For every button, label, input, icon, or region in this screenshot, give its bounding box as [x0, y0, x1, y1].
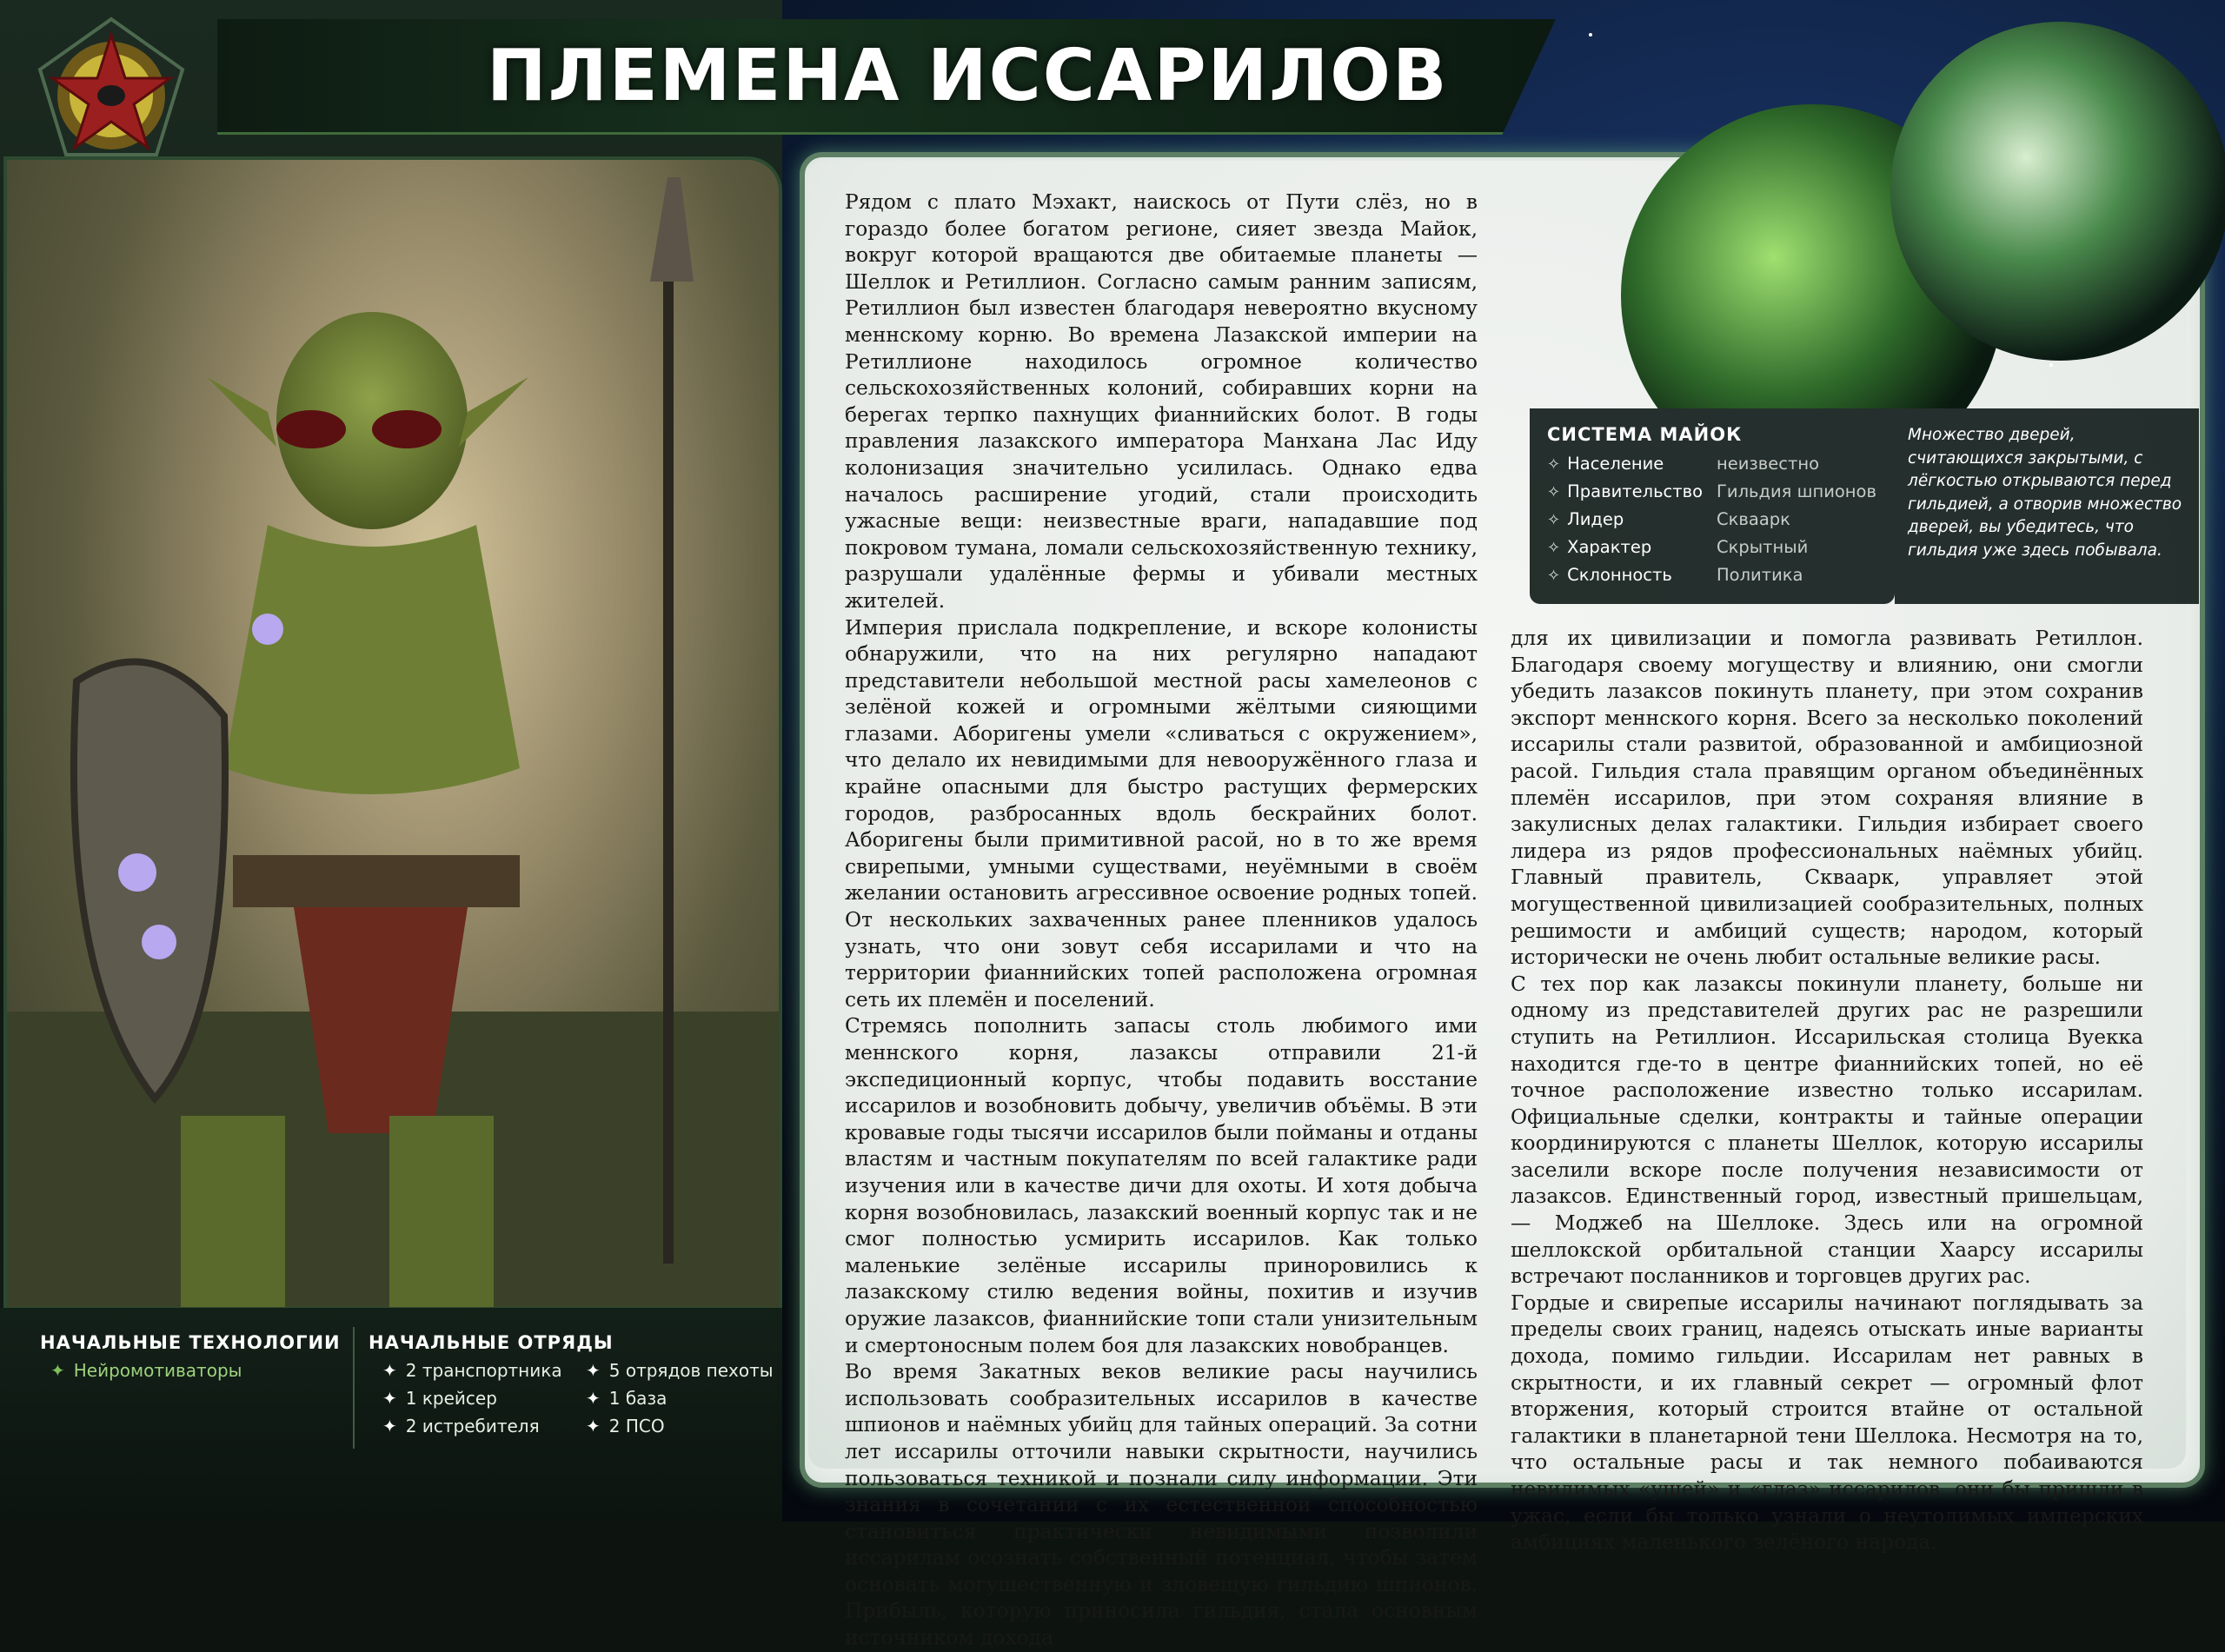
start-units-title: НАЧАЛЬНЫЕ ОТРЯДЫ — [369, 1332, 614, 1353]
lore-text-column-1: Рядом с плато Мэхакт, наискось от Пути слёз, но в гораздо более богатом регионе, сияет звезда Майок, вокруг которой вращаются две обитаемые планеты — Шеллок и Ретиллион. Согласно самым ранним записям, Ретиллион был известен благодаря невероятно вкусному меннскому корню. Во времена Лазакской империи на Ретиллионе находилось огромное количество сельскохозяйственных колоний, собиравших корни на берегах терпко пахнущих фианнийских болот. В годы правления лазакского императора Манхана Лас Иду колонизация значительно усилилась. Однако едва началось расширение угодий, стали происходить ужасные вещи: неизвестные враги, нападавшие под покровом тумана, ломали сельскохозяйственную технику, разрушали удалённые фермы и убивали местных жителей. Империя прислала подкрепление, и вскоре колонисты обнаружили, что на них регулярно нападают представители небольшой местной расы хамелеонов с зелёной кожей и огромными жёлтыми сияющими глазами. Аборигены умели «сливаться с окружением», что делало их невидимыми для невооружённого глаза и крайне опасными для быстро растущих фермерских городов, разбросанных вдоль бескрайних болот. Аборигены были примитивной расой, но в то же время свирепыми, умными существами, неуёмными в своём желании остановить агрессивное освоение родных топей. От нескольких захваченных ранее пленников удалось узнать, что они зовут себя иссарилами и что на территории фианнийских топей расположена огромная сеть их племён и поселений. Стремясь пополнить запасы столь любимого ими меннского корня, лазаксы отправили 21-й экспедиционный корпус, чтобы подавить восстание иссарилов и возобновить добычу, увеличив объёмы. В эти кровавые годы тысячи иссарилов были пойманы и отданы властям и частным покупателям по всей галактике ради изучения или в качестве дичи для охоты. И хотя добыча корня возобновилась, лазакский военный корпус так и не смог полностью усмирить иссарилов. Как только маленькие зелёные иссарилы приноровились к лазакскому стилю ведения войны, похитив и изучив оружие лазаксов, фианнийские топи стали унизительным и смертоносным полем боя для лазакских новобранцев. Во время Закатных веков великие расы научились использовать сообразительных иссарилов в качестве шпионов и наёмных убийц для тайных операций. За сотни лет иссарилы отточили навыки скрытности, научились пользоваться техникой и познали силу информации. Эти знания в сочетании с их естественной способностью становиться практически невидимыми позволили иссарилам осознать собственный потенциал, чтобы затем основать могущественную и зловещую гильдию шпионов. Прибыль, которую приносила гильдия, стала основным источником дохода — [845, 190, 1478, 1650]
planet-shellok — [1890, 22, 2225, 361]
faction-emblem-icon — [33, 16, 189, 172]
system-info-box — [1530, 408, 1895, 604]
start-unit-item: ✦ 5 отрядов пехоты — [586, 1360, 774, 1381]
planets-illustration — [1512, 0, 2225, 408]
start-unit-item: ✦ 2 истребителя — [382, 1416, 540, 1436]
diamond-bullet-icon: ✧ — [1547, 539, 1561, 557]
divider — [353, 1327, 355, 1449]
diamond-bullet-icon: ✧ — [1547, 511, 1561, 529]
four-point-star-icon: ✦ — [382, 1416, 397, 1436]
four-point-star-icon: ✦ — [586, 1360, 601, 1381]
system-row: ✧ Лидер Скваарк — [1547, 509, 1790, 529]
start-tech-title: НАЧАЛЬНЫЕ ТЕХНОЛОГИИ — [40, 1332, 341, 1353]
system-row: ✧ Население неизвестно — [1547, 454, 1820, 474]
guild-quote: Множество дверей, считающихся закрытыми, с лёгкостью открываются перед гильдией, а отворив множество дверей, вы убедитесь, что гильдия уже здесь побывала. — [1908, 426, 2182, 560]
start-unit-item: ✦ 1 база — [586, 1388, 668, 1409]
start-unit-item: ✦ 2 ПСО — [586, 1416, 665, 1436]
diamond-bullet-icon: ✧ — [1547, 483, 1561, 501]
diamond-bullet-icon: ✧ — [1547, 455, 1561, 474]
diamond-bullet-icon: ✧ — [1547, 567, 1561, 585]
system-row: ✧ Склонность Политика — [1547, 565, 1803, 585]
four-point-star-icon: ✦ — [586, 1388, 601, 1409]
four-point-star-icon: ✦ — [586, 1416, 601, 1436]
lore-text-column-2: для их цивилизации и помогла развивать Ретиллон. Благодаря своему могуществу и влиянию, они смогли убедить лазаксов покинуть планету, при этом сохранив экспорт меннского корня. Всего за несколько поколений иссарилы стали развитой, образованной и амбициозной расой. Гильдия стала правящим органом объединённых племён иссарилов, при этом сохраняя влияние в закулисных делах галактики. Гильдия избирает своего лидера из рядов профессиональных наёмных убийц. Главный правитель, Скваарк, управляет этой могущественной цивилизацией сообразительных, полных решимости и амбиций существ; народом, который исторически не очень любит остальные великие расы. С тех пор как лазаксы покинули планету, больше ни одному из представителей других рас не разрешили ступить на Ретиллион. Иссарильская столица Вуекка находится где-то в центре фианнийских топей, но её точное расположение известно только иссарилам. Официальные сделки, контракты и тайные операции координируются с планеты Шеллок, которую иссарилы заселили вскоре после получения независимости от лазаксов. Единственный город, известный пришельцам, — Моджеб на Шеллоке. Здесь или на огромной шеллокской орбитальной станции Хаарсу иссарилы встречают посланников и торговцев других рас. Гордые и свирепые иссарилы начинают поглядывать за пределы своих границ, надеясь отыскать иные варианты дохода, помимо гильдии. Иссарилам нет равных в скрытности, и их главный секрет — огромный флот вторжения, который строится втайне от остальной галактики в планетарной тени Шеллока. Несмотря на то, что остальные расы и так немного побаиваются невидимых «ушей» и «глаз» иссарилов, они бы пришли в ужас, если бы только узнали о неутолимых имперских амбициях маленького зелёного народа. — [1511, 627, 2143, 1555]
four-point-star-icon: ✦ — [382, 1388, 397, 1409]
system-row: ✧ Правительство Гильдия шпионов — [1547, 481, 1876, 501]
four-point-star-icon: ✦ — [50, 1360, 65, 1381]
system-row: ✧ Характер Скрытный — [1547, 537, 1809, 557]
system-title: СИСТЕМА МАЙОК — [1547, 424, 1743, 445]
starting-info — [0, 1308, 782, 1522]
four-point-star-icon: ✦ — [382, 1360, 397, 1381]
start-unit-item: ✦ 1 крейсер — [382, 1388, 497, 1409]
start-tech-item: ✦ Нейромотиваторы — [50, 1360, 242, 1381]
page-title: ПЛЕМЕНА ИССАРИЛОВ — [487, 35, 1449, 117]
issaril-illustration — [3, 156, 782, 1310]
start-unit-item: ✦ 2 транспортника — [382, 1360, 562, 1381]
